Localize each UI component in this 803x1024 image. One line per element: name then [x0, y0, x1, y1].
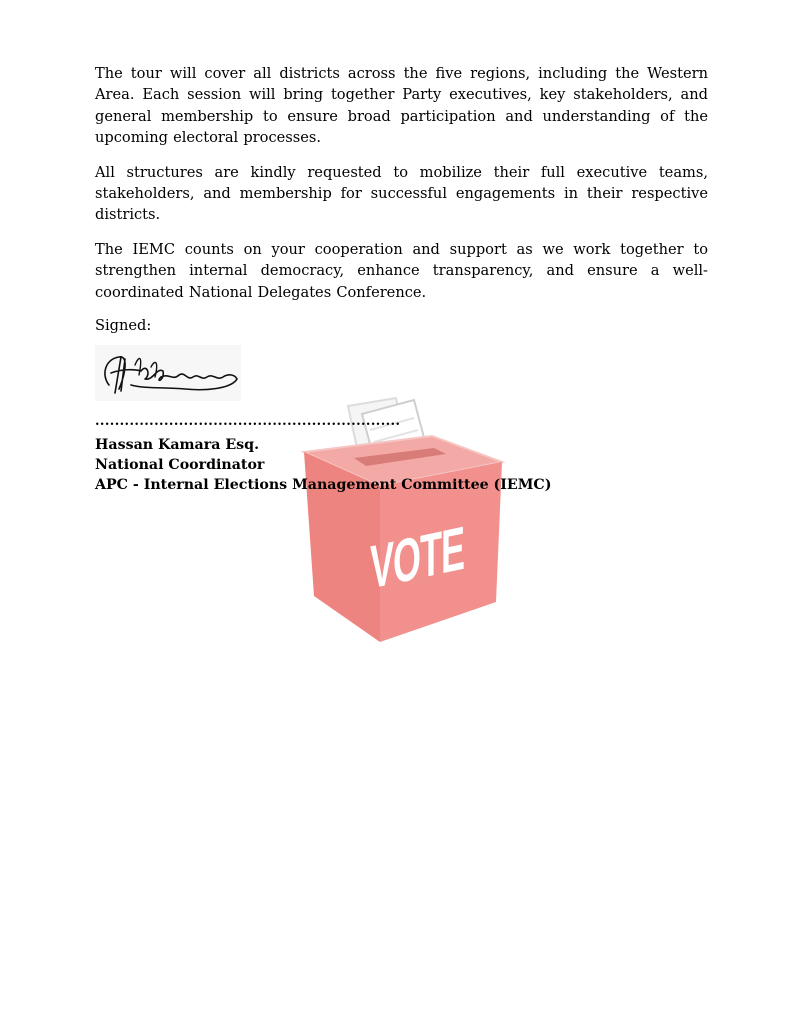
letter-body	[95, 63, 708, 493]
signature-dotted-line: ..............................................................	[95, 415, 401, 429]
handwritten-signature	[95, 345, 241, 401]
paragraph-cooperation: The IEMC counts on your cooperation and support as we work together to strengthen internal democracy, enhance transparency, and ensure a well-coordinated National Delegates Conference.	[95, 240, 708, 301]
signature-block	[95, 435, 551, 495]
paragraph-tour: The tour will cover all districts across the five regions, including the Western Area. Each session will bring together Party executives, key stakeholders, and general membership to ensure broad participation and understanding of the upcoming electoral processes.	[95, 65, 708, 147]
organization-name: APC - Internal Elections Management Committee (IEMC)	[95, 477, 552, 493]
signatory-name: Hassan Kamara Esq.	[95, 437, 260, 453]
vote-ballot-box-watermark	[296, 396, 508, 646]
paragraph-structures: All structures are kindly requested to mobilize their full executive teams, stakeholders, and membership for successful engagements in their respective districts.	[95, 163, 708, 224]
signed-label: Signed:	[95, 317, 152, 334]
vote-watermark-text: VOTE	[370, 512, 464, 602]
signatory-title: National Coordinator	[95, 457, 265, 473]
